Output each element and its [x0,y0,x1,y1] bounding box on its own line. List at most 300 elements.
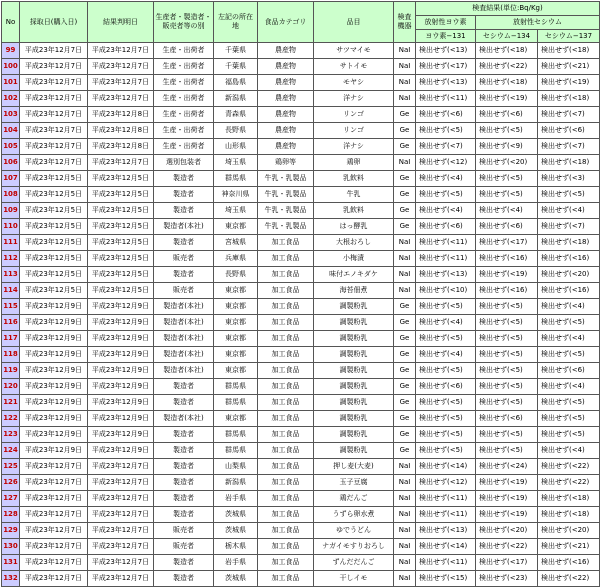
cell-food-category: 農産物 [258,91,314,107]
cell-i131: 検出せず(<5) [416,331,476,347]
row-no: 127 [2,491,20,507]
header-cesium-group: 放射性セシウム [476,16,600,30]
cell-instrument: NaI [394,235,416,251]
cell-item: 調製粉乳 [314,347,394,363]
cell-producer-type: 製造者 [154,427,214,443]
cell-i131: 検出せず(<12) [416,155,476,171]
table-row [2,251,600,267]
cell-i131: 検出せず(<6) [416,379,476,395]
cell-sample-date: 平成23年12月5日 [20,235,88,251]
cell-result-date: 平成23年12月7日 [88,475,154,491]
cell-sample-date: 平成23年12月9日 [20,395,88,411]
cell-item: 調製粉乳 [314,299,394,315]
cell-cs134: 検出せず(<5) [476,123,538,139]
cell-cs137: 検出せず(<4) [538,379,600,395]
cell-cs134: 検出せず(<19) [476,91,538,107]
cell-location: 神奈川県 [214,187,258,203]
header-cs137: セシウム−137 [538,30,600,43]
cell-item: 乳飲料 [314,203,394,219]
cell-instrument: NaI [394,507,416,523]
cell-cs137: 検出せず(<18) [538,155,600,171]
row-no: 118 [2,347,20,363]
table-row [2,315,600,331]
cell-instrument: NaI [394,539,416,555]
cell-result-date: 平成23年12月5日 [88,267,154,283]
row-no: 104 [2,123,20,139]
cell-instrument: NaI [394,475,416,491]
cell-instrument: Ge [394,315,416,331]
row-no: 129 [2,523,20,539]
cell-food-category: 加工食品 [258,379,314,395]
cell-instrument: Ge [394,379,416,395]
cell-result-date: 平成23年12月5日 [88,171,154,187]
table-row [2,107,600,123]
cell-i131: 検出せず(<5) [416,363,476,379]
cell-food-category: 加工食品 [258,331,314,347]
cell-producer-type: 製造者(本社) [154,411,214,427]
cell-food-category: 加工食品 [258,283,314,299]
cell-result-date: 平成23年12月5日 [88,219,154,235]
cell-result-date: 平成23年12月9日 [88,331,154,347]
cell-producer-type: 製造者 [154,459,214,475]
cell-producer-type: 製造者(本社) [154,331,214,347]
cell-instrument: NaI [394,283,416,299]
cell-producer-type: 製造者 [154,379,214,395]
cell-cs137: 検出せず(<18) [538,235,600,251]
cell-item: ずんだだんご [314,555,394,571]
cell-i131: 検出せず(<15) [416,571,476,587]
cell-location: 長野県 [214,267,258,283]
header-results-title: 検査結果(単位:Bq/Kg) [416,2,600,16]
cell-result-date: 平成23年12月5日 [88,203,154,219]
row-no: 123 [2,427,20,443]
cell-location: 栃木県 [214,539,258,555]
header-i131: ヨウ素−131 [416,30,476,43]
cell-i131: 検出せず(<5) [416,443,476,459]
cell-sample-date: 平成23年12月7日 [20,43,88,59]
cell-sample-date: 平成23年12月7日 [20,459,88,475]
cell-food-category: 農産物 [258,75,314,91]
row-no: 125 [2,459,20,475]
row-no: 119 [2,363,20,379]
cell-cs134: 検出せず(<18) [476,43,538,59]
cell-sample-date: 平成23年12月7日 [20,539,88,555]
cell-cs137: 検出せず(<3) [538,171,600,187]
cell-sample-date: 平成23年12月5日 [20,283,88,299]
cell-producer-type: 生産・出荷者 [154,43,214,59]
cell-producer-type: 選別包装者 [154,155,214,171]
cell-item: 調製粉乳 [314,379,394,395]
row-no: 113 [2,267,20,283]
cell-producer-type: 販売者 [154,283,214,299]
cell-cs137: 検出せず(<18) [538,507,600,523]
cell-producer-type: 製造者 [154,203,214,219]
cell-sample-date: 平成23年12月9日 [20,331,88,347]
cell-producer-type: 製造者 [154,491,214,507]
table-row [2,379,600,395]
cell-food-category: 加工食品 [258,555,314,571]
cell-i131: 検出せず(<4) [416,315,476,331]
row-no: 114 [2,283,20,299]
cell-instrument: NaI [394,59,416,75]
cell-sample-date: 平成23年12月5日 [20,267,88,283]
cell-item: 調製粉乳 [314,411,394,427]
cell-cs134: 検出せず(<5) [476,427,538,443]
header-item: 品目 [314,2,394,43]
cell-i131: 検出せず(<6) [416,107,476,123]
cell-food-category: 加工食品 [258,347,314,363]
row-no: 103 [2,107,20,123]
table-row [2,459,600,475]
cell-location: 岩手県 [214,491,258,507]
table-header [2,2,600,43]
cell-cs137: 検出せず(<4) [538,331,600,347]
cell-location: 茨城県 [214,507,258,523]
cell-item: 押し麦(大麦) [314,459,394,475]
cell-producer-type: 販売者 [154,523,214,539]
cell-result-date: 平成23年12月5日 [88,187,154,203]
cell-instrument: NaI [394,571,416,587]
cell-instrument: NaI [394,491,416,507]
cell-cs137: 検出せず(<21) [538,59,600,75]
cell-food-category: 牛乳・乳製品 [258,219,314,235]
cell-cs134: 検出せず(<19) [476,491,538,507]
cell-instrument: Ge [394,219,416,235]
cell-cs134: 検出せず(<17) [476,555,538,571]
cell-result-date: 平成23年12月7日 [88,571,154,587]
header-result-date: 結果判明日 [88,2,154,43]
cell-location: 新潟県 [214,475,258,491]
cell-cs137: 検出せず(<22) [538,475,600,491]
cell-result-date: 平成23年12月9日 [88,363,154,379]
cell-item: ゆでうどん [314,523,394,539]
cell-i131: 検出せず(<14) [416,459,476,475]
cell-cs137: 検出せず(<18) [538,491,600,507]
cell-result-date: 平成23年12月9日 [88,347,154,363]
cell-instrument: Ge [394,203,416,219]
table-row [2,155,600,171]
cell-i131: 検出せず(<5) [416,299,476,315]
cell-cs134: 検出せず(<23) [476,571,538,587]
table-row [2,299,600,315]
cell-item: モヤシ [314,75,394,91]
row-no: 132 [2,571,20,587]
row-no: 105 [2,139,20,155]
table-row [2,539,600,555]
table-row [2,267,600,283]
table-row [2,203,600,219]
cell-cs134: 検出せず(<16) [476,251,538,267]
row-no: 110 [2,219,20,235]
cell-food-category: 牛乳・乳製品 [258,187,314,203]
cell-food-category: 鶏卵等 [258,155,314,171]
row-no: 128 [2,507,20,523]
cell-location: 東京都 [214,219,258,235]
cell-i131: 検出せず(<13) [416,523,476,539]
cell-cs134: 検出せず(<20) [476,523,538,539]
cell-producer-type: 製造者 [154,443,214,459]
cell-item: サトイモ [314,59,394,75]
cell-cs137: 検出せず(<7) [538,139,600,155]
cell-result-date: 平成23年12月9日 [88,379,154,395]
cell-item: ナガイモすりおろし [314,539,394,555]
row-no: 106 [2,155,20,171]
cell-sample-date: 平成23年12月7日 [20,59,88,75]
cell-i131: 検出せず(<4) [416,171,476,187]
cell-item: リンゴ [314,107,394,123]
cell-cs134: 検出せず(<19) [476,475,538,491]
cell-result-date: 平成23年12月9日 [88,299,154,315]
cell-item: 洋ナシ [314,91,394,107]
row-no: 126 [2,475,20,491]
cell-instrument: NaI [394,459,416,475]
cell-cs137: 検出せず(<22) [538,571,600,587]
cell-location: 東京都 [214,283,258,299]
cell-instrument: NaI [394,555,416,571]
cell-cs137: 検出せず(<16) [538,251,600,267]
cell-instrument: Ge [394,107,416,123]
cell-producer-type: 製造者(本社) [154,219,214,235]
cell-sample-date: 平成23年12月5日 [20,171,88,187]
cell-sample-date: 平成23年12月5日 [20,203,88,219]
cell-producer-type: 販売者 [154,251,214,267]
cell-location: 茨城県 [214,571,258,587]
row-no: 109 [2,203,20,219]
row-no: 112 [2,251,20,267]
cell-cs134: 検出せず(<17) [476,235,538,251]
cell-instrument: Ge [394,331,416,347]
table-row [2,331,600,347]
cell-location: 東京都 [214,299,258,315]
table-row [2,395,600,411]
cell-food-category: 加工食品 [258,491,314,507]
cell-item: 海苔佃煮 [314,283,394,299]
cell-i131: 検出せず(<5) [416,411,476,427]
cell-cs134: 検出せず(<6) [476,107,538,123]
cell-sample-date: 平成23年12月9日 [20,411,88,427]
table-row [2,75,600,91]
cell-cs134: 検出せず(<5) [476,395,538,411]
cell-cs137: 検出せず(<16) [538,555,600,571]
cell-cs134: 検出せず(<19) [476,267,538,283]
cell-item: 小梅漬 [314,251,394,267]
cell-result-date: 平成23年12月7日 [88,523,154,539]
cell-instrument: NaI [394,155,416,171]
header-cs134: セシウム−134 [476,30,538,43]
cell-food-category: 加工食品 [258,571,314,587]
cell-producer-type: 製造者 [154,475,214,491]
cell-result-date: 平成23年12月5日 [88,235,154,251]
cell-instrument: Ge [394,299,416,315]
row-no: 108 [2,187,20,203]
cell-i131: 検出せず(<14) [416,539,476,555]
cell-food-category: 農産物 [258,139,314,155]
cell-cs137: 検出せず(<20) [538,267,600,283]
cell-location: 千葉県 [214,43,258,59]
cell-location: 埼玉県 [214,155,258,171]
cell-food-category: 加工食品 [258,427,314,443]
cell-instrument: Ge [394,123,416,139]
cell-location: 東京都 [214,347,258,363]
cell-i131: 検出せず(<11) [416,507,476,523]
cell-cs137: 検出せず(<5) [538,395,600,411]
cell-result-date: 平成23年12月7日 [88,91,154,107]
cell-result-date: 平成23年12月9日 [88,427,154,443]
cell-cs137: 検出せず(<6) [538,123,600,139]
cell-food-category: 加工食品 [258,539,314,555]
cell-sample-date: 平成23年12月9日 [20,299,88,315]
cell-producer-type: 製造者 [154,507,214,523]
cell-sample-date: 平成23年12月7日 [20,123,88,139]
cell-producer-type: 生産・出荷者 [154,75,214,91]
cell-i131: 検出せず(<5) [416,187,476,203]
table-row [2,507,600,523]
cell-result-date: 平成23年12月7日 [88,59,154,75]
cell-producer-type: 生産・出荷者 [154,123,214,139]
cell-item: 玉子豆腐 [314,475,394,491]
cell-sample-date: 平成23年12月9日 [20,443,88,459]
cell-i131: 検出せず(<12) [416,475,476,491]
cell-cs134: 検出せず(<5) [476,347,538,363]
header-producer-type: 生産者・製造者・販売者等の別 [154,2,214,43]
cell-i131: 検出せず(<4) [416,347,476,363]
cell-sample-date: 平成23年12月9日 [20,363,88,379]
cell-item: 調製粉乳 [314,427,394,443]
table-row [2,427,600,443]
cell-item: 調製粉乳 [314,395,394,411]
cell-food-category: 加工食品 [258,267,314,283]
row-no: 101 [2,75,20,91]
header-sample-date: 採取日(購入日) [20,2,88,43]
cell-location: 青森県 [214,107,258,123]
table-row [2,139,600,155]
cell-sample-date: 平成23年12月7日 [20,155,88,171]
table-row [2,411,600,427]
cell-i131: 検出せず(<10) [416,283,476,299]
cell-location: 群馬県 [214,427,258,443]
row-no: 116 [2,315,20,331]
cell-i131: 検出せず(<6) [416,219,476,235]
cell-location: 東京都 [214,363,258,379]
cell-instrument: NaI [394,75,416,91]
cell-producer-type: 製造者 [154,171,214,187]
cell-item: 鶏卵 [314,155,394,171]
table-row [2,347,600,363]
table-row [2,523,600,539]
table-row [2,235,600,251]
cell-location: 群馬県 [214,379,258,395]
cell-food-category: 加工食品 [258,475,314,491]
cell-instrument: Ge [394,395,416,411]
cell-cs134: 検出せず(<5) [476,379,538,395]
cell-cs134: 検出せず(<9) [476,139,538,155]
cell-sample-date: 平成23年12月7日 [20,139,88,155]
cell-cs137: 検出せず(<4) [538,443,600,459]
cell-sample-date: 平成23年12月5日 [20,251,88,267]
cell-i131: 検出せず(<13) [416,75,476,91]
cell-location: 岩手県 [214,555,258,571]
cell-sample-date: 平成23年12月5日 [20,219,88,235]
cell-cs134: 検出せず(<22) [476,539,538,555]
cell-instrument: Ge [394,187,416,203]
cell-cs134: 検出せず(<5) [476,331,538,347]
cell-food-category: 加工食品 [258,363,314,379]
row-no: 99 [2,43,20,59]
cell-sample-date: 平成23年12月7日 [20,107,88,123]
cell-food-category: 加工食品 [258,523,314,539]
header-iodine-group: 放射性ヨウ素 [416,16,476,30]
cell-cs137: 検出せず(<4) [538,203,600,219]
cell-result-date: 平成23年12月7日 [88,155,154,171]
cell-producer-type: 生産・出荷者 [154,107,214,123]
table-row [2,59,600,75]
cell-food-category: 農産物 [258,43,314,59]
table-body [2,43,600,587]
cell-food-category: 加工食品 [258,251,314,267]
cell-location: 新潟県 [214,91,258,107]
header-no: No [2,2,20,43]
cell-instrument: Ge [394,443,416,459]
cell-food-category: 農産物 [258,123,314,139]
cell-instrument: Ge [394,411,416,427]
cell-i131: 検出せず(<5) [416,427,476,443]
cell-item: 調製粉乳 [314,363,394,379]
cell-food-category: 牛乳・乳製品 [258,203,314,219]
cell-food-category: 加工食品 [258,299,314,315]
cell-cs137: 検出せず(<22) [538,459,600,475]
cell-instrument: Ge [394,139,416,155]
cell-item: 調製粉乳 [314,315,394,331]
cell-cs137: 検出せず(<16) [538,283,600,299]
cell-item: はっ酵乳 [314,219,394,235]
cell-producer-type: 製造者(本社) [154,347,214,363]
row-no: 102 [2,91,20,107]
cell-result-date: 平成23年12月7日 [88,491,154,507]
cell-location: 山形県 [214,139,258,155]
row-no: 100 [2,59,20,75]
cell-location: 兵庫県 [214,251,258,267]
cell-cs134: 検出せず(<6) [476,219,538,235]
cell-cs137: 検出せず(<20) [538,523,600,539]
cell-item: サツマイモ [314,43,394,59]
cell-producer-type: 製造者(本社) [154,299,214,315]
cell-cs134: 検出せず(<5) [476,299,538,315]
cell-producer-type: 製造者 [154,235,214,251]
cell-sample-date: 平成23年12月9日 [20,427,88,443]
table-row [2,91,600,107]
cell-producer-type: 製造者 [154,267,214,283]
table-row [2,363,600,379]
cell-location: 東京都 [214,315,258,331]
cell-producer-type: 製造者 [154,187,214,203]
cell-instrument: Ge [394,427,416,443]
cell-producer-type: 生産・出荷者 [154,91,214,107]
cell-location: 群馬県 [214,171,258,187]
cell-cs134: 検出せず(<5) [476,443,538,459]
cell-i131: 検出せず(<5) [416,395,476,411]
row-no: 107 [2,171,20,187]
row-no: 122 [2,411,20,427]
row-no: 131 [2,555,20,571]
cell-location: 山梨県 [214,459,258,475]
cell-food-category: 加工食品 [258,507,314,523]
cell-instrument: NaI [394,43,416,59]
cell-item: 牛乳 [314,187,394,203]
cell-sample-date: 平成23年12月9日 [20,347,88,363]
row-no: 121 [2,395,20,411]
cell-sample-date: 平成23年12月7日 [20,571,88,587]
cell-cs137: 検出せず(<5) [538,427,600,443]
